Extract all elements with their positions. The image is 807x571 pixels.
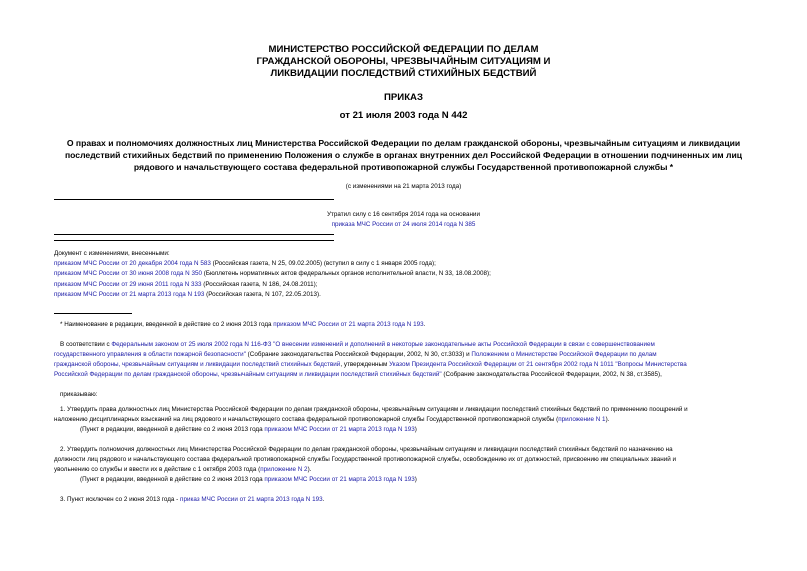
change-item <box>54 280 318 290</box>
point-2-line-2: должности лиц рядового и начальствующего состава федеральной противопожарной службы Государственной противопожарной службы, освобождению их от должностей, присвоению им специальных званий и <box>54 456 677 463</box>
appendix-1-link[interactable]: приложение N 1 <box>558 416 606 423</box>
preamble-line-3 <box>54 360 687 370</box>
note-text: (Пункт в редакции, введенной в действие со 2 июня 2013 года <box>80 426 265 433</box>
point-text: наложению дисциплинарных взысканий на лиц рядового и начальствующего состава федеральной противопожарной службы Государственной противопожарной службы ( <box>54 416 559 423</box>
order-title-line-3: рядового и начальствующего состава федеральной противопожарной службы Государственной противопожарной службы * <box>133 162 674 172</box>
order-title-line-1: О правах и полномочиях должностных лиц Министерства Российской Федерации по делам гражданской обороны, чрезвычайным ситуациям и ликвидации <box>66 138 741 148</box>
divider <box>54 199 334 200</box>
decree-link[interactable]: Указом Президента Российской Федерации от 21 сентября 2002 года N 1011 "Вопросы Министерства <box>389 361 687 368</box>
point-text: ). <box>307 466 312 473</box>
footnote-end: . <box>423 321 426 328</box>
preamble-text: (Собрание законодательства Российской Федерации, 2002, N 30, ст.3033) и <box>245 351 472 358</box>
point-3 <box>60 495 324 505</box>
point-1-line-2 <box>54 415 609 425</box>
preamble-line-1 <box>60 340 655 350</box>
preamble-text: В соответствии с <box>60 341 112 348</box>
order-word: приказываю: <box>60 391 98 398</box>
point-text: . <box>322 496 325 503</box>
federal-law-link[interactable]: государственного управления в области пожарной безопасности" <box>54 351 246 358</box>
point-1-line-1: 1. Утвердить права должностных лиц Министерства Российской Федерации по делам гражданской обороны, чрезвычайным ситуациям и ликвидации последствий стихийных бедствий по применению поощрений и <box>60 406 688 413</box>
ministry-name-line-3: ЛИКВИДАЦИИ ПОСЛЕДСТВИЙ СТИХИЙНЫХ БЕДСТВИЙ <box>270 68 537 79</box>
appendix-2-link[interactable]: приложение N 2 <box>260 466 308 473</box>
point-2-line-3 <box>54 465 311 475</box>
preamble-text: (Собрание законодательства Российской Федерации, 2002, N 38, ст.3585), <box>441 371 662 378</box>
note-text: ) <box>414 476 417 483</box>
point-1-note <box>80 425 417 435</box>
preamble-line-4 <box>54 370 662 380</box>
federal-law-link[interactable]: Федеральным законом от 25 июля 2002 года N 116-ФЗ "О внесении изменений и дополнений в некоторые законодательные акты Российской Федерации в связи с совершенствованием <box>111 341 655 348</box>
change-details: (Бюллетень нормативных актов федеральных органов исполнительной власти, N 33, 18.08.2008); <box>201 270 491 277</box>
change-link[interactable]: приказом МЧС России от 21 марта 2013 года N 193 <box>54 291 205 298</box>
change-details: (Российская газета, N 107, 22.05.2013). <box>204 291 321 298</box>
preamble-text: , утвержденным <box>340 361 390 368</box>
change-link[interactable]: приказом МЧС России от 20 декабря 2004 года N 583 <box>54 260 211 267</box>
change-item <box>54 290 321 300</box>
order-date: от 21 июля 2003 года N 442 <box>339 110 468 121</box>
point-2-note <box>80 475 417 485</box>
change-details: (Российская газета, N 25, 09.02.2005) (вступил в силу с 1 января 2005 года); <box>210 260 436 267</box>
repeal-note: Утратил силу с 16 сентября 2014 года на основании <box>327 211 480 218</box>
footnote-divider <box>54 313 132 314</box>
regulation-link[interactable]: Положением о Министерстве Российской Федерации по делам <box>471 351 657 358</box>
ministry-name-line-2: ГРАЖДАНСКОЙ ОБОРОНЫ, ЧРЕЗВЫЧАЙНЫМ СИТУАЦИЯМ И <box>256 56 551 67</box>
ministry-name-line-1: МИНИСТЕРСТВО РОССИЙСКОЙ ФЕДЕРАЦИИ ПО ДЕЛАМ <box>268 44 539 55</box>
change-item <box>54 269 491 279</box>
footnote-text: * Наименование в редакции, введенной в действие со 2 июня 2013 года <box>60 321 274 328</box>
note-text: (Пункт в редакции, введенной в действие со 2 июня 2013 года <box>80 476 265 483</box>
footnote-link[interactable]: приказом МЧС России от 21 марта 2013 года N 193 <box>273 321 424 328</box>
change-link[interactable]: приказом МЧС России от 29 июня 2011 года N 333 <box>54 281 202 288</box>
change-link[interactable]: приказом МЧС России от 30 июня 2008 года N 350 <box>54 270 202 277</box>
divider <box>54 234 334 235</box>
footnote <box>60 320 425 330</box>
amendment-note: (с изменениями на 21 марта 2013 года) <box>345 183 462 190</box>
repeal-order-link[interactable]: приказа МЧС России от 24 июля 2014 года N 385 <box>331 221 476 228</box>
note-link[interactable]: приказом МЧС России от 21 марта 2013 года N 193 <box>264 476 415 483</box>
changes-intro: Документ с изменениями, внесенными: <box>54 250 170 257</box>
excluding-order-link[interactable]: приказ МЧС России от 21 марта 2013 года N 193 <box>180 496 323 503</box>
point-text: ). <box>605 416 610 423</box>
point-2-line-1: 2. Утвердить полномочия должностных лиц Министерства Российской Федерации по делам гражданской обороны, чрезвычайным ситуациям и ликвидации последствий стихийных бедствий по назначению на <box>60 446 673 453</box>
change-details: (Российская газета, N 186, 24.08.2011); <box>201 281 318 288</box>
point-text: увольнению со службы и ввести их в действие с 1 октября 2003 года ( <box>54 466 261 473</box>
preamble-line-2 <box>54 350 657 360</box>
divider <box>54 240 334 241</box>
note-text: ) <box>414 426 417 433</box>
order-heading: ПРИКАЗ <box>384 92 423 103</box>
note-link[interactable]: приказом МЧС России от 21 марта 2013 года N 193 <box>264 426 415 433</box>
regulation-link[interactable]: гражданской обороны, чрезвычайным ситуациям и ликвидации последствий стихийных бедствий <box>54 361 341 368</box>
order-title-line-2: последствий стихийных бедствий по применению Положения о службе в органах внутренних дел Российской Федерации в отношении подчиненных им лиц <box>64 150 743 160</box>
change-item <box>54 259 436 269</box>
decree-link[interactable]: Российской Федерации по делам гражданской обороны, чрезвычайным ситуациям и ликвидации последствий стихийных бедствий" <box>54 371 442 378</box>
point-text: 3. Пункт исключен со 2 июня 2013 года - <box>60 496 181 503</box>
